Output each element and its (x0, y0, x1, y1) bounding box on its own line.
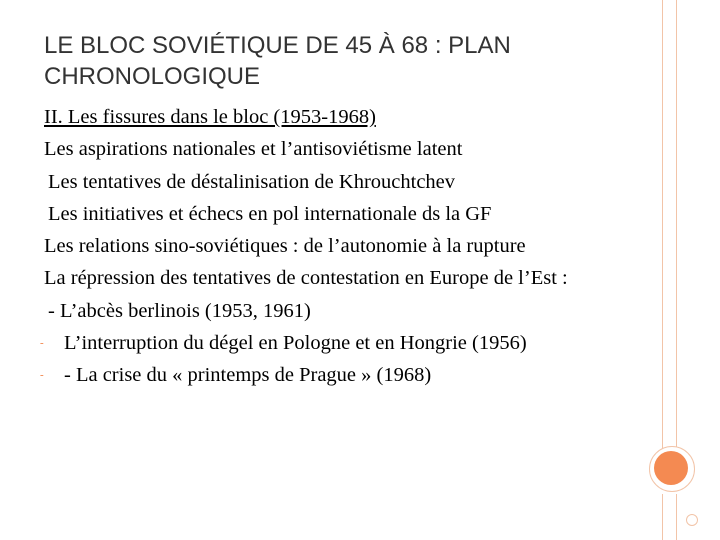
dash-marker: - (40, 337, 44, 350)
bullet-line: La répression des tentatives de contestation en Europe de l’Est : (44, 267, 568, 290)
section-heading: II. Les fissures dans le bloc (1953-1968) (44, 106, 376, 128)
bullet-line: Les relations sino-soviétiques : de l’autonomie à la rupture (44, 235, 526, 258)
frame-line-right-bottom (676, 494, 677, 540)
slide-body (40, 101, 664, 392)
bullet-line: Les aspirations nationales et l’antisoviétisme latent (44, 138, 463, 161)
bullet-line-dashed (40, 327, 664, 359)
frame-line-right (676, 0, 677, 450)
frame-line-left-bottom (662, 494, 663, 540)
decorative-orange-circle (654, 451, 688, 485)
bullet-line: Les tentatives de déstalinisation de Khrouchtchev (48, 170, 456, 193)
slide-title: LE BLOC SOVIÉTIQUE DE 45 À 68 : PLAN CHRONOLOGIQUE (44, 32, 511, 90)
dash-marker: - (40, 369, 44, 382)
bullet-line-text: - La crise du « printemps de Prague » (1968) (64, 364, 432, 387)
bullet-line: Les initiatives et échecs en pol internationale ds la GF (48, 202, 492, 225)
bullet-line-text: L’interruption du dégel en Pologne et en Hongrie (1956) (64, 332, 527, 355)
bullet-line: - L’abcès berlinois (1953, 1961) (48, 299, 311, 322)
decorative-small-circle (686, 514, 698, 526)
bullet-line-dashed (40, 359, 664, 391)
